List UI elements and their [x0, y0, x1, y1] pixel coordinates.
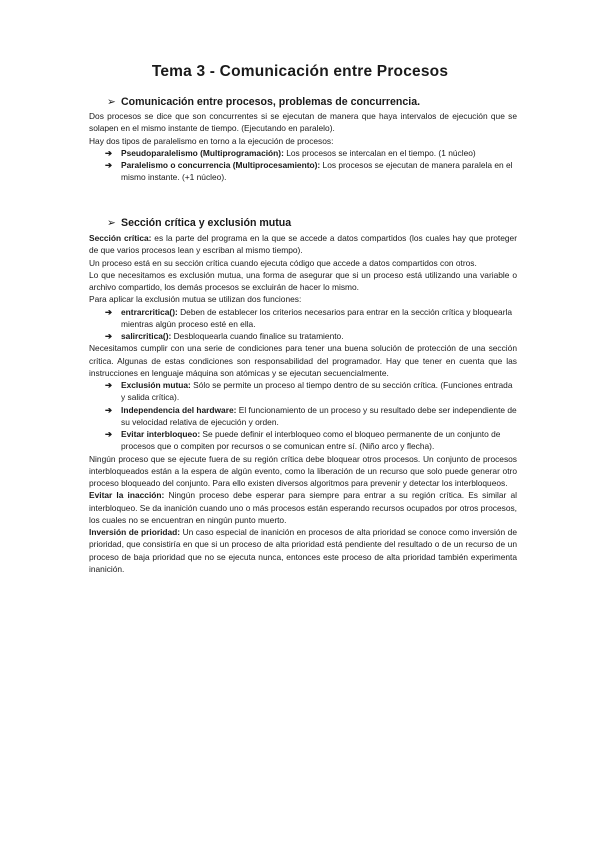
- paragraph: Un proceso está en su sección crítica cuando ejecuta código que accede a datos compartidos con otros.: [89, 257, 477, 268]
- heading-arrow-icon: ➢: [107, 217, 116, 229]
- paragraph: [89, 526, 517, 575]
- term-definition: Un caso especial de inanición en procesos de alta prioridad se conoce como inversión de prioridad, que consistiría en que si un proceso de alta prioridad está pendiente del resultado o de un recurso de un proceso de baja prioridad que no se ejecuta nunca, entonces este proceso de alta prioridad también experimenta inanición.: [89, 527, 517, 574]
- list-item-text: Desbloquearla cuando finalice su tratamiento.: [171, 331, 344, 341]
- section-heading-concurrency: [107, 96, 420, 108]
- page-title: Tema 3 - Comunicación entre Procesos: [151, 63, 449, 80]
- section-body-concurrency: [89, 110, 517, 184]
- list-item: [89, 147, 517, 159]
- list-item: [89, 159, 517, 184]
- term-definition: es la parte del programa en la que se accede a datos compartidos (los cuales hay que proteger de que varios procesos lean y escriban al mismo tiempo).: [89, 233, 517, 256]
- list-item: [89, 330, 517, 342]
- arrow-bullet-icon: ➔: [105, 429, 113, 439]
- arrow-bullet-icon: ➔: [105, 147, 113, 158]
- section-heading-text: Comunicación entre procesos, problemas de concurrencia.: [121, 96, 421, 108]
- arrow-bullet-icon: ➔: [105, 306, 113, 317]
- heading-arrow-icon: ➢: [107, 96, 116, 108]
- paragraph: Necesitamos cumplir con una serie de condiciones para tener una buena solución de protección de una sección crítica. Algunas de estas condiciones son responsabilidad del programador. Hay que tener en cuenta que las instrucciones en lenguaje máquina son atómicas y se ejecutan secuencialmente.: [89, 343, 517, 378]
- list-item: [89, 404, 517, 429]
- section-heading-text: Sección crítica y exclusión mutua: [121, 217, 292, 229]
- list-item-text: Se puede definir el interbloqueo como el bloqueo permanente de un conjunto de procesos que o compiten por recursos o se comunican entre sí. (Niño arco y flecha).: [121, 429, 501, 452]
- term-label: Sección crítica:: [89, 233, 152, 243]
- list-item-text: Deben de establecer los criterios necesarios para entrar en la sección crítica y bloquearla mientras algún proceso esté en ella.: [121, 306, 513, 329]
- list-item: [89, 428, 517, 453]
- list-item-text: El funcionamiento de un proceso y su resultado debe ser independiente de su velocidad relativa de ejecución y orden.: [121, 404, 517, 427]
- list-item-text: Los procesos se intercalan en el tiempo. (1 núcleo): [283, 147, 476, 158]
- arrow-bullet-icon: ➔: [105, 331, 113, 341]
- list-item-label: Paralelismo o concurrencia (Multiprocesamiento):: [121, 160, 321, 170]
- term-definition: Ningún proceso debe esperar para siempre para entrar a su región crítica. Es similar al interbloqueo. Se da inanición cuando uno o más procesos están esperando recursos ocupados por otros procesos, los cuales no se encuentran en ningún punto muerto.: [89, 490, 517, 525]
- section-heading-critical-section: [107, 217, 291, 229]
- list-item-label: Evitar interbloqueo:: [121, 429, 201, 439]
- paragraph: [89, 489, 517, 526]
- paragraph: Lo que necesitamos es exclusión mutua, una forma de asegurar que si un proceso está utilizando una variable o archivo compartido, los demás procesos se excluirán de hacer lo mismo.: [89, 269, 517, 292]
- paragraph: Ningún proceso que se ejecute fuera de su región crítica debe bloquear otros procesos. Un conjunto de procesos interbloqueados están a la espera de algún evento, como la liberación de un recurso que solo puede generar otro proceso bloqueado del conjunto. Para ello existen diversos algoritmos para prevenir y detectar los interbloqueos.: [89, 453, 517, 488]
- list-item-label: Pseudoparalelismo (Multiprogramación):: [121, 147, 284, 158]
- arrow-bullet-icon: ➔: [105, 380, 113, 390]
- paragraph: [89, 232, 517, 257]
- list-item-label: Independencia del hardware:: [121, 404, 237, 415]
- term-label: Evitar la inacción:: [89, 490, 165, 501]
- section-body-critical-section: [89, 232, 517, 575]
- arrow-bullet-icon: ➔: [105, 404, 113, 415]
- paragraph: Para aplicar la exclusión mutua se utilizan dos funciones:: [89, 294, 302, 305]
- arrow-bullet-icon: ➔: [105, 160, 113, 170]
- term-label: Inversión de prioridad:: [89, 527, 181, 537]
- list-item-label: Exclusión mutua:: [121, 380, 191, 390]
- list-item: [89, 306, 517, 331]
- list-item-label: entrarcritica():: [121, 306, 178, 317]
- list-item-text: Los procesos se ejecutan de manera paralela en el mismo instante. (+1 núcleo).: [121, 160, 513, 183]
- list-item: [89, 379, 517, 404]
- list-item-label: salircritica():: [121, 331, 172, 341]
- paragraph: Hay dos tipos de paralelismo en torno a la ejecución de procesos:: [89, 135, 334, 146]
- list-item-text: Sólo se permite un proceso al tiempo dentro de su sección crítica. (Funciones entrada y salida crítica).: [121, 380, 513, 403]
- paragraph: Dos procesos se dice que son concurrentes si se ejecutan de manera que haya intervalos de ejecución que se solapen en el mismo instante de tiempo. (Ejecutando en paralelo).: [89, 111, 517, 134]
